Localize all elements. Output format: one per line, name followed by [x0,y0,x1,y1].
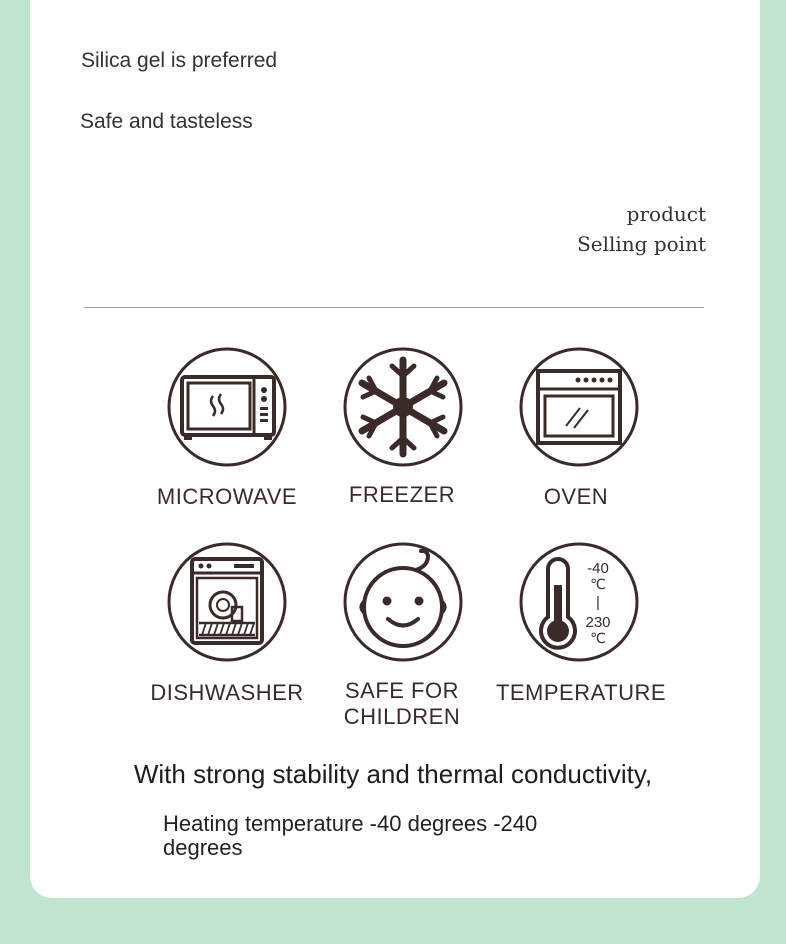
intro-line-1: Silica gel is preferred [81,49,278,72]
feature-label-microwave: MICROWAVE [156,484,298,509]
thermometer-unit-high: ℃ [590,631,606,647]
feature-label-dishwasher: DISHWASHER [150,680,304,705]
divider [84,307,704,308]
feature-label-temperature: TEMPERATURE [495,680,667,705]
feature-label-safe-for: SAFE FOR [344,678,459,703]
thermometer-separator: | [596,594,600,611]
footer-detail-line-1: Heating temperature -40 degrees -240 [163,811,538,836]
footer-headline: With strong stability and thermal conductivity, [133,759,653,789]
baby-face-icon [342,541,464,663]
feature-label-children: CHILDREN [343,704,461,729]
thermometer-icon [518,541,640,663]
dishwasher-icon [166,541,288,663]
selling-point-line-2: Selling point [577,232,706,256]
thermometer-unit-low: ℃ [590,577,606,593]
thermometer-high: 230 [585,614,611,631]
footer-detail-line-2: degrees [163,835,243,860]
feature-label-safe-for-children [307,678,497,730]
intro-line-2: Safe and tasteless [80,110,253,133]
selling-point-line-1: product [626,202,706,226]
feature-label-oven: OVEN [543,484,609,509]
snowflake-icon [342,346,464,468]
thermometer-low: -40 [587,560,609,577]
feature-label-freezer: FREEZER [348,482,456,507]
microwave-icon [166,346,288,468]
oven-icon [518,346,640,468]
